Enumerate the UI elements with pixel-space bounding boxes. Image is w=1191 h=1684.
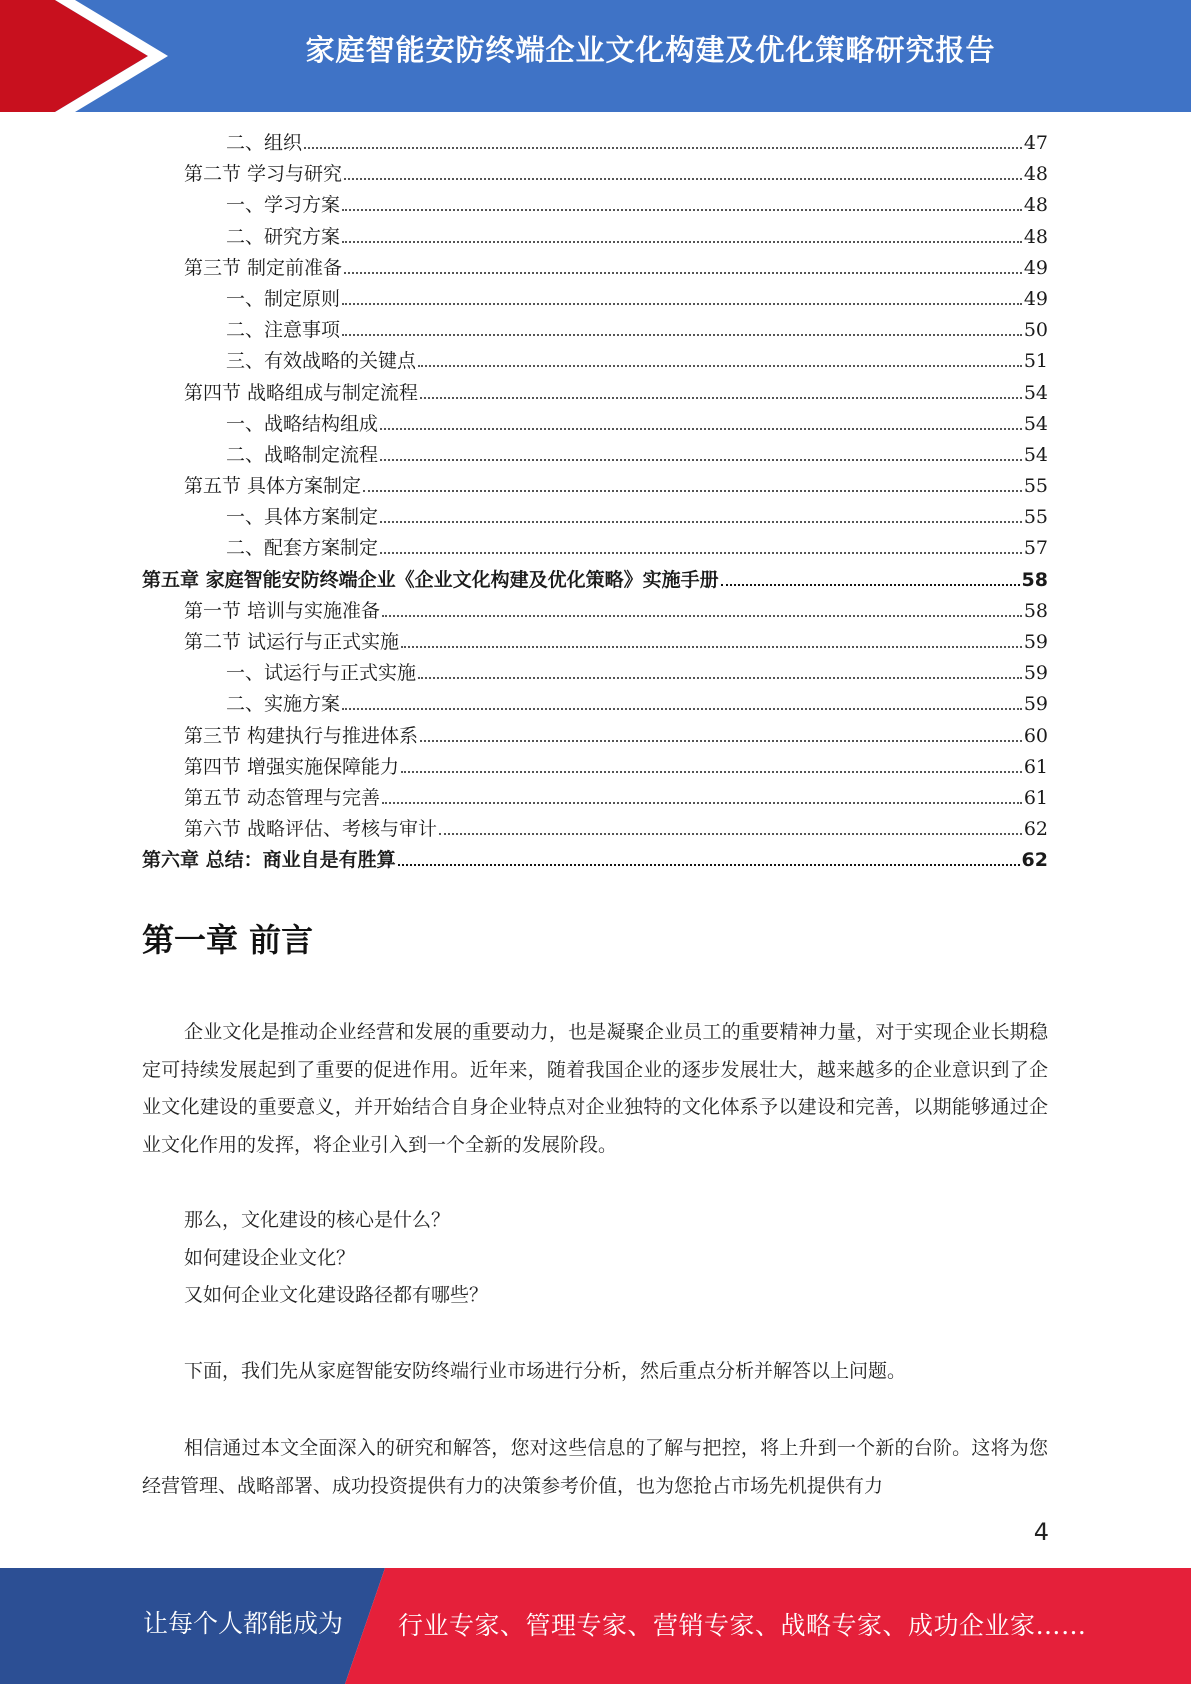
toc-entry-page: 50 [1023, 319, 1048, 342]
footer-slogan-right: 行业专家、管理专家、营销专家、战略专家、成功企业家…… [398, 1611, 1087, 1640]
toc-entry-page: 61 [1023, 755, 1048, 778]
toc-dot-leader [342, 334, 1022, 336]
toc-entry[interactable] [142, 128, 1048, 159]
toc-dot-leader [342, 303, 1022, 305]
toc-dot-leader [342, 708, 1022, 710]
toc-entry-page: 48 [1023, 163, 1048, 186]
toc-entry[interactable] [142, 284, 1048, 315]
toc-entry[interactable] [142, 689, 1048, 720]
toc-entry[interactable] [142, 346, 1048, 377]
toc-dot-leader [342, 241, 1022, 243]
toc-entry-title: 一、学习方案 [226, 194, 341, 217]
toc-entry-page: 54 [1023, 412, 1048, 435]
toc-entry-page: 48 [1023, 225, 1048, 248]
toc-entry-page: 62 [1023, 818, 1048, 841]
paragraph-text: 下面，我们先从家庭智能安防终端行业市场进行分析，然后重点分析并解答以上问题。 [184, 1360, 907, 1382]
toc-entry[interactable] [142, 658, 1048, 689]
toc-entry-title: 第四节 战略组成与制定流程 [184, 381, 419, 404]
toc-entry[interactable] [142, 627, 1048, 658]
toc-entry-page: 59 [1023, 631, 1048, 653]
toc-entry-page: 59 [1023, 693, 1048, 716]
toc-entry-page: 51 [1023, 350, 1048, 373]
toc-entry-title: 二、注意事项 [226, 319, 341, 342]
toc-entry-title: 三、有效战略的关键点 [226, 350, 417, 373]
toc-entry-title: 二、实施方案 [226, 693, 341, 716]
question-item: 又如何企业文化建设路径都有哪些？ [184, 1284, 489, 1306]
toc-entry[interactable] [142, 409, 1048, 440]
toc-entry-page: 58 [1021, 568, 1048, 591]
toc-entry-page: 47 [1023, 132, 1048, 154]
toc-entry-page: 48 [1023, 194, 1048, 217]
toc-entry-title: 第五节 动态管理与完善 [184, 786, 381, 809]
toc-entry[interactable] [142, 190, 1048, 221]
toc-entry-page: 61 [1023, 786, 1048, 809]
toc-entry[interactable] [142, 222, 1048, 253]
toc-entry[interactable] [142, 533, 1048, 564]
toc-entry-page: 49 [1023, 256, 1048, 279]
toc-entry-title: 一、制定原则 [226, 287, 341, 310]
toc-dot-leader [342, 209, 1022, 211]
toc-entry-title: 第一节 培训与实施准备 [184, 599, 381, 622]
paragraph-text: 相信通过本文全面深入的研究和解答，您对这些信息的了解与把控，将上升到一个新的台阶。这将为您经营管理、战略部署、成功投资提供有力的决策参考价值，也为您抢占市场先机提供有力 [142, 1437, 1048, 1497]
toc-entry-title: 二、组织 [226, 132, 303, 154]
toc-dot-leader [721, 584, 1020, 586]
toc-dot-leader [418, 677, 1022, 679]
toc-dot-leader [382, 802, 1022, 804]
toc-entry-title: 第三节 构建执行与推进体系 [184, 724, 419, 747]
intro-paragraph [142, 1014, 1048, 1164]
toc-entry-title: 一、具体方案制定 [226, 506, 379, 529]
paragraph-text: 企业文化是推动企业经营和发展的重要动力，也是凝聚企业员工的重要精神力量，对于实现企业长期稳定可持续发展起到了重要的促进作用。近年来，随着我国企业的逐步发展壮大，越来越多的企业意识到了企业文化建设的重要意义，并开始结合自身企业特点对企业独特的文化体系予以建设和完善，以期能够通过企业文化作用的发挥，将企业引入到一个全新的发展阶段。 [142, 1021, 1048, 1156]
toc-entry-title: 一、试运行与正式实施 [226, 662, 417, 685]
toc-entry-page: 60 [1023, 724, 1048, 747]
toc-entry[interactable] [142, 845, 1048, 876]
toc-dot-leader [344, 178, 1022, 180]
toc-entry-title: 一、战略结构组成 [226, 412, 379, 435]
toc-dot-leader [380, 428, 1022, 430]
toc-entry-page: 54 [1023, 381, 1048, 404]
toc-entry-title: 第五节 具体方案制定 [184, 475, 362, 498]
toc-dot-leader [380, 552, 1022, 554]
page-footer [0, 1568, 1191, 1684]
toc-entry[interactable] [142, 783, 1048, 814]
toc-entry[interactable] [142, 159, 1048, 190]
toc-entry[interactable] [142, 565, 1048, 596]
toc-dot-leader [418, 365, 1022, 367]
page-number: 4 [1033, 1518, 1049, 1546]
toc-entry[interactable] [142, 721, 1048, 752]
toc-entry[interactable] [142, 440, 1048, 471]
toc-dot-leader [380, 521, 1022, 523]
question-item: 那么，文化建设的核心是什么？ [184, 1209, 451, 1231]
toc-dot-leader [398, 864, 1020, 866]
toc-entry-title: 第四节 增强实施保障能力 [184, 755, 400, 778]
table-of-contents [142, 128, 1048, 877]
toc-entry-title: 第六章 总结：商业自是有胜算 [142, 849, 396, 872]
toc-dot-leader [363, 490, 1022, 492]
toc-dot-leader [380, 459, 1022, 461]
toc-entry[interactable] [142, 471, 1048, 502]
toc-entry-title: 第二节 试运行与正式实施 [184, 631, 400, 653]
toc-entry-page: 55 [1023, 475, 1048, 498]
toc-entry-page: 55 [1023, 506, 1048, 529]
toc-entry[interactable] [142, 502, 1048, 533]
toc-entry-page: 62 [1021, 849, 1048, 872]
question-item: 如何建设企业文化？ [184, 1246, 356, 1269]
toc-entry-page: 54 [1023, 443, 1048, 466]
toc-entry-page: 49 [1023, 287, 1048, 310]
toc-entry-title: 第六节 战略评估、考核与审计 [184, 818, 438, 841]
question-list [142, 1202, 1048, 1315]
toc-dot-leader [401, 771, 1022, 773]
toc-entry-title: 二、研究方案 [226, 225, 341, 248]
toc-entry[interactable] [142, 315, 1048, 346]
toc-entry[interactable] [142, 814, 1048, 845]
toc-entry-page: 57 [1023, 537, 1048, 560]
report-title: 家庭智能安防终端企业文化构建及优化策略研究报告 [305, 33, 996, 67]
toc-dot-leader [382, 615, 1022, 617]
page-header [0, 0, 1191, 112]
toc-entry-title: 第五章 家庭智能安防终端企业《企业文化构建及优化策略》实施手册 [142, 568, 719, 591]
toc-dot-leader [439, 833, 1022, 835]
toc-entry-title: 二、配套方案制定 [226, 537, 379, 560]
analysis-paragraph [142, 1353, 1048, 1391]
toc-entry-title: 第二节 学习与研究 [184, 163, 343, 186]
toc-entry-title: 第三节 制定前准备 [184, 256, 343, 279]
toc-entry[interactable] [142, 253, 1048, 284]
toc-dot-leader [401, 646, 1022, 648]
toc-dot-leader [304, 147, 1022, 149]
toc-entry-page: 58 [1023, 599, 1048, 622]
toc-entry-page: 59 [1023, 662, 1048, 685]
toc-entry[interactable] [142, 752, 1048, 783]
conclusion-paragraph [142, 1430, 1048, 1505]
toc-entry-title: 二、战略制定流程 [226, 443, 379, 466]
footer-slogan-left: 让每个人都能成为 [143, 1609, 344, 1638]
toc-dot-leader [344, 272, 1022, 274]
toc-entry[interactable] [142, 378, 1048, 409]
toc-entry[interactable] [142, 596, 1048, 627]
chapter-title: 第一章 前言 [142, 921, 314, 959]
toc-dot-leader [420, 740, 1022, 742]
toc-dot-leader [420, 397, 1022, 399]
